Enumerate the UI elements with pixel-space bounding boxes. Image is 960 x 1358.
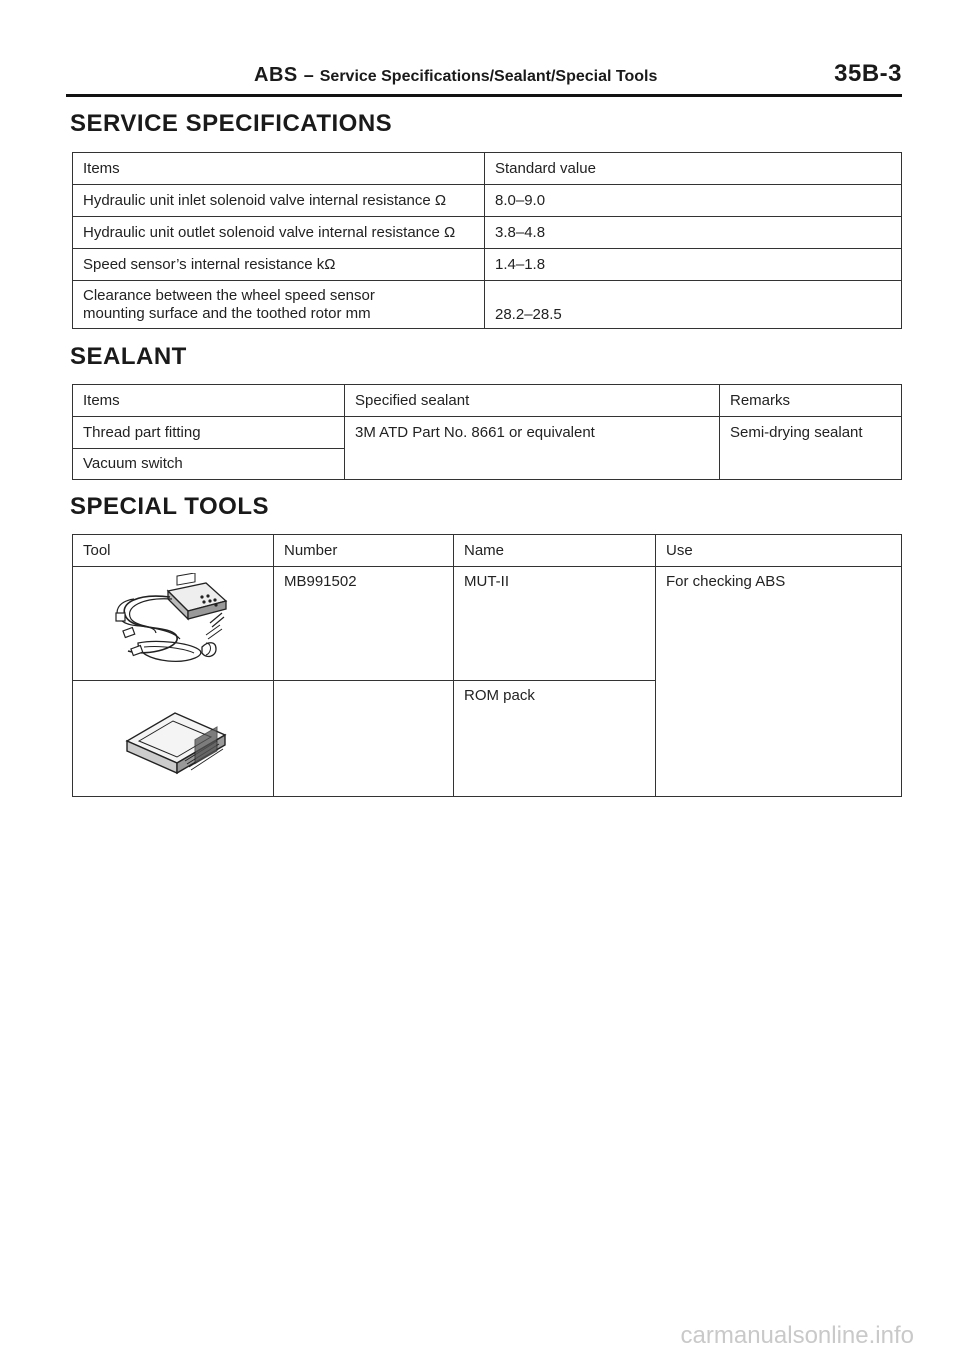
header-section: ABS [254,64,298,86]
mut-ii-tester-icon [98,573,248,673]
table-header-row [73,535,902,567]
spec-value: 3.8–4.8 [485,217,902,249]
tool-number [274,681,454,797]
column-header: Name [454,535,656,567]
sealant-item: Thread part fitting [73,417,345,449]
table-header-row [73,385,902,417]
tool-image-cell [73,567,274,681]
sealant-title: SEALANT [70,343,187,370]
spec-item-line: mounting surface and the toothed rotor mm [83,305,371,322]
service-specifications-table [72,152,902,329]
column-header: Number [274,535,454,567]
table-row [73,185,902,217]
specified-sealant: 3M ATD Part No. 8661 or equivalent [345,417,720,480]
tool-number: MB991502 [274,567,454,681]
column-header: Specified sealant [345,385,720,417]
tool-name: ROM pack [454,681,656,797]
table-row [73,249,902,281]
rom-pack-icon [113,691,233,777]
column-header: Items [73,385,345,417]
table-row [73,281,902,329]
table-row [73,217,902,249]
column-header: Tool [73,535,274,567]
spec-item-line: Clearance between the wheel speed sensor [83,287,375,304]
column-header: Remarks [720,385,902,417]
sealant-table [72,384,902,480]
sealant-remarks: Semi-drying sealant [720,417,902,480]
header-subtitle: Service Specifications/Sealant/Special Tools [319,68,658,85]
tool-name: MUT-II [454,567,656,681]
spec-item: Hydraulic unit inlet solenoid valve internal resistance Ω [73,185,485,217]
spec-item: Speed sensor’s internal resistance kΩ [73,249,485,281]
column-header: Standard value [485,153,902,185]
special-tools-table [72,534,902,797]
column-header: Use [656,535,902,567]
spec-value: 1.4–1.8 [485,249,902,281]
sealant-item: Vacuum switch [73,449,345,480]
header-dash: – [303,65,314,85]
page-number: 35B-3 [834,60,902,87]
header-title [254,64,657,87]
spec-item [73,281,485,329]
page-header [66,60,902,97]
tool-use: For checking ABS [656,567,902,797]
service-specifications-title: SERVICE SPECIFICATIONS [70,110,393,137]
table-header-row [73,153,902,185]
watermark: carmanualsonline.info [680,1322,914,1349]
spec-value: 8.0–9.0 [485,185,902,217]
special-tools-title: SPECIAL TOOLS [70,493,269,520]
spec-item: Hydraulic unit outlet solenoid valve internal resistance Ω [73,217,485,249]
table-row [73,567,902,681]
spec-value: 28.2–28.5 [485,281,902,329]
column-header: Items [73,153,485,185]
table-row [73,417,902,449]
tool-image-cell [73,681,274,797]
